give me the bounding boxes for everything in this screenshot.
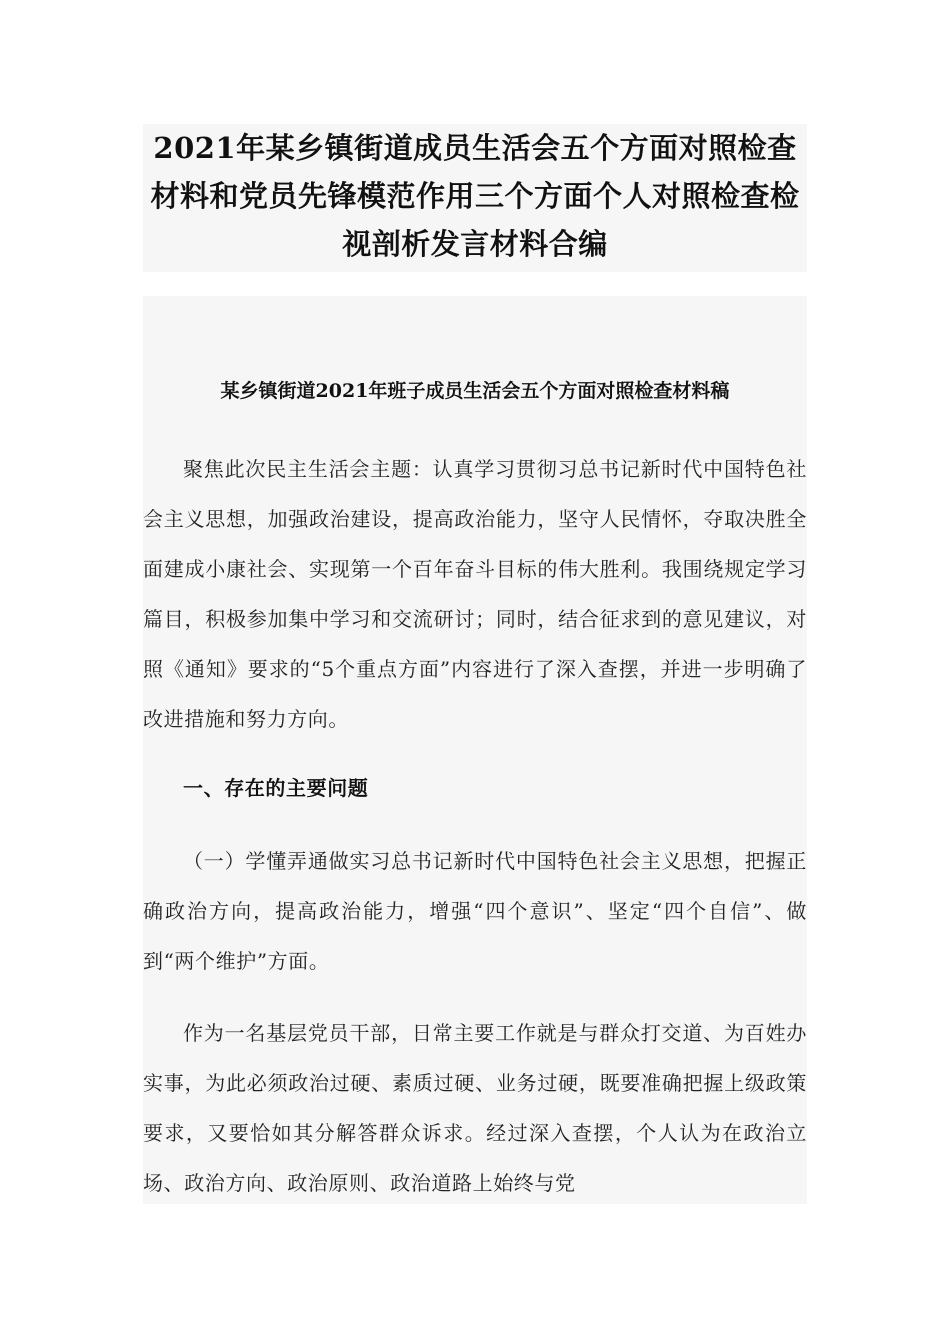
section-title: 某乡镇街道2021年班子成员生活会五个方面对照检查材料稿 bbox=[220, 380, 730, 402]
paragraph-intro: 聚焦此次民主生活会主题：认真学习贯彻习总书记新时代中国特色社会主义思想，加强政治建设，提高政治能力，坚守人民情怀，夺取决胜全面建成小康社会、实现第一个百年奋斗目标的伟大胜利。我围绕规定学习篇目，积极参加集中学习和交流研讨；同时，结合征求到的意见建议，对照《通知》要求的“5个重点方面”内容进行了深入查摆，并进一步明确了改进措施和努力方向。 bbox=[143, 457, 807, 731]
paragraph-item-one: （一）学懂弄通做实习总书记新时代中国特色社会主义思想，把握正确政治方向，提高政治能力，增强“四个意识”、坚定“四个自信”、做到“两个维护”方面。 bbox=[143, 849, 807, 973]
title-block bbox=[143, 124, 807, 272]
heading-main-problems: 一、存在的主要问题 bbox=[183, 776, 369, 800]
paragraph-body: 作为一名基层党员干部，日常主要工作就是与群众打交道、为百姓办实事，为此必须政治过硬、素质过硬、业务过硬，既要准确把握上级政策要求，又要恰如其分解答群众诉求。经过深入查摆，个人认为在政治立场、政治方向、政治原则、政治道路上始终与党 bbox=[143, 1021, 807, 1195]
document-title: 2021年某乡镇街道成员生活会五个方面对照检查材料和党员先锋模范作用三个方面个人对照检查检视剖析发言材料合编 bbox=[150, 131, 800, 261]
content-block bbox=[143, 296, 807, 1204]
